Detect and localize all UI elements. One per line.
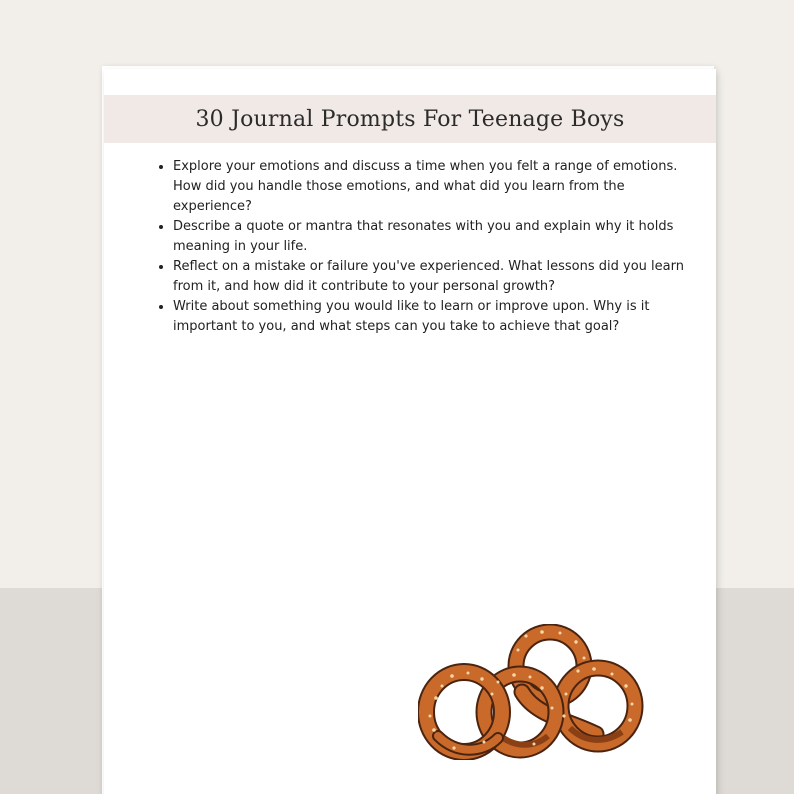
- worksheet-page: [104, 69, 716, 794]
- prompt-list: [154, 157, 693, 337]
- title-banner: [104, 95, 716, 143]
- prompt-item: • Explore your emotions and discuss a time when you felt a range of emotions. How did you handle those emotions, and what did you learn from the experience?: [173, 157, 693, 217]
- page-title: 30 Journal Prompts For Teenage Boys: [195, 106, 625, 132]
- prompt-item: • Write about something you would like to learn or improve upon. Why is it important to you, and what steps can you take to achieve that goal?: [173, 297, 693, 337]
- pretzels-icon: [418, 624, 644, 760]
- prompt-item: • Describe a quote or mantra that resonates with you and explain why it holds meaning in your life.: [173, 217, 693, 257]
- prompt-item: • Reflect on a mistake or failure you've experienced. What lessons did you learn from it, and how did it contribute to your personal growth?: [173, 257, 693, 297]
